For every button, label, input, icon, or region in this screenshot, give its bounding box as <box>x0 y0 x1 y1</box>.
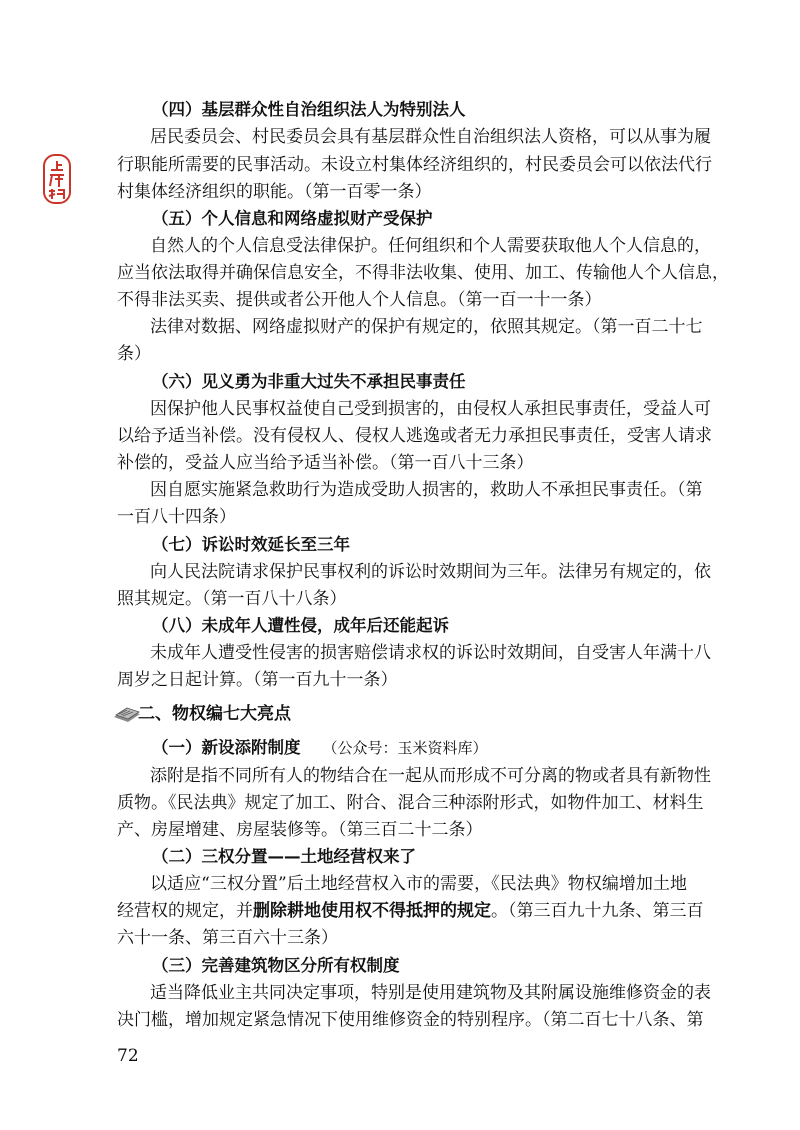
seal-stamp <box>42 153 72 205</box>
heading-limitation-period: （七）诉讼时效延长至三年 <box>152 535 350 554</box>
body-line: 行职能所需要的民事活动。未设立村集体经济组织的，村民委员会可以依法代行 <box>117 155 712 175</box>
heading-special-legal-person: （四）基层群众性自治组织法人为特别法人 <box>152 100 466 119</box>
heading-personal-info: （五）个人信息和网络虚拟财产受保护 <box>152 209 433 228</box>
body-line: 法律对数据、网络虚拟财产的保护有规定的，依照其规定。（第一百二十七 <box>150 317 703 337</box>
emphasis-text: 删除耕地使用权不得抵押的规定 <box>253 901 491 921</box>
body-line: 不得非法买卖、提供或者公开他人个人信息。（第一百一十一条） <box>117 290 602 310</box>
heading-minor-assault: （八）未成年人遭性侵，成年后还能起诉 <box>152 616 449 635</box>
body-line: 周岁之日起计算。（第一百九十一条） <box>117 670 398 690</box>
heading-accession <box>152 736 722 760</box>
heading-three-rights: （二）三权分置——土地经营权来了 <box>152 847 416 866</box>
body-line: 向人民法院请求保护民事权利的诉讼时效期间为三年。法律另有规定的，依 <box>150 562 711 582</box>
body-line: 村集体经济组织的职能。（第一百零一条） <box>117 182 432 202</box>
heading-building-ownership: （三）完善建筑物区分所有权制度 <box>152 956 400 975</box>
body-line: 以适应“三权分置”后土地经营权入市的需要，《民法典》物权编增加土地 <box>150 874 687 894</box>
body-line: 经营权的规定，并删除耕地使用权不得抵押的规定。（第三百九十九条、第三百 <box>117 901 704 921</box>
wechat-note: （公众号：玉米资料库） <box>322 739 488 757</box>
body-line: 未成年人遭受性侵害的损害赔偿请求权的诉讼时效期间，自受害人年满十八 <box>150 643 711 663</box>
body-line: 自然人的个人信息受法律保护。任何组织和个人需要获取他人个人信息的， <box>150 236 711 256</box>
body-line: 居民委员会、村民委员会具有基层群众性自治组织法人资格，可以从事为履 <box>150 127 711 147</box>
body-line: 添附是指不同所有人的物结合在一起从而形成不可分离的物或者具有新物性 <box>150 766 711 786</box>
heading-accession-text: （一）新设添附制度 <box>152 738 301 757</box>
page-number: 72 <box>117 1046 139 1066</box>
body-line: 适当降低业主共同决定事项，特别是使用建筑物及其附属设施维修资金的表 <box>150 983 711 1003</box>
body-line: 因保护他人民事权益使自己受到损害的，由侵权人承担民事责任，受益人可 <box>150 399 711 419</box>
body-line: 条） <box>117 344 151 364</box>
book-icon <box>113 702 141 724</box>
body-line: 决门槛，增加规定紧急情况下使用维修资金的特别程序。（第二百七十八条、第 <box>117 1010 704 1030</box>
body-line: 补偿的，受益人应当给予适当补偿。（第一百八十三条） <box>117 453 534 473</box>
body-line: 以给予适当补偿。没有侵权人、侵权人逃逸或者无力承担民事责任，受害人请求 <box>117 426 712 446</box>
body-line: 质物。《民法典》规定了加工、附合、混合三种添附形式，如物件加工、材料生 <box>117 793 704 813</box>
heading-good-samaritan: （六）见义勇为非重大过失不承担民事责任 <box>152 372 466 391</box>
body-line: 照其规定。（第一百八十八条） <box>117 589 347 609</box>
body-line: 因自愿实施紧急救助行为造成受助人损害的，救助人不承担民事责任。（第 <box>150 480 703 500</box>
body-line: 一百八十四条） <box>117 507 236 527</box>
body-line: 产、房屋增建、房屋装修等。（第三百二十二条） <box>117 820 483 840</box>
body-line: 六十一条、第三百六十三条） <box>117 928 338 948</box>
body-line: 应当依法取得并确保信息安全，不得非法收集、使用、加工、传输他人个人信息， <box>117 263 729 283</box>
section-title-property: 二、物权编七大亮点 <box>138 704 291 724</box>
